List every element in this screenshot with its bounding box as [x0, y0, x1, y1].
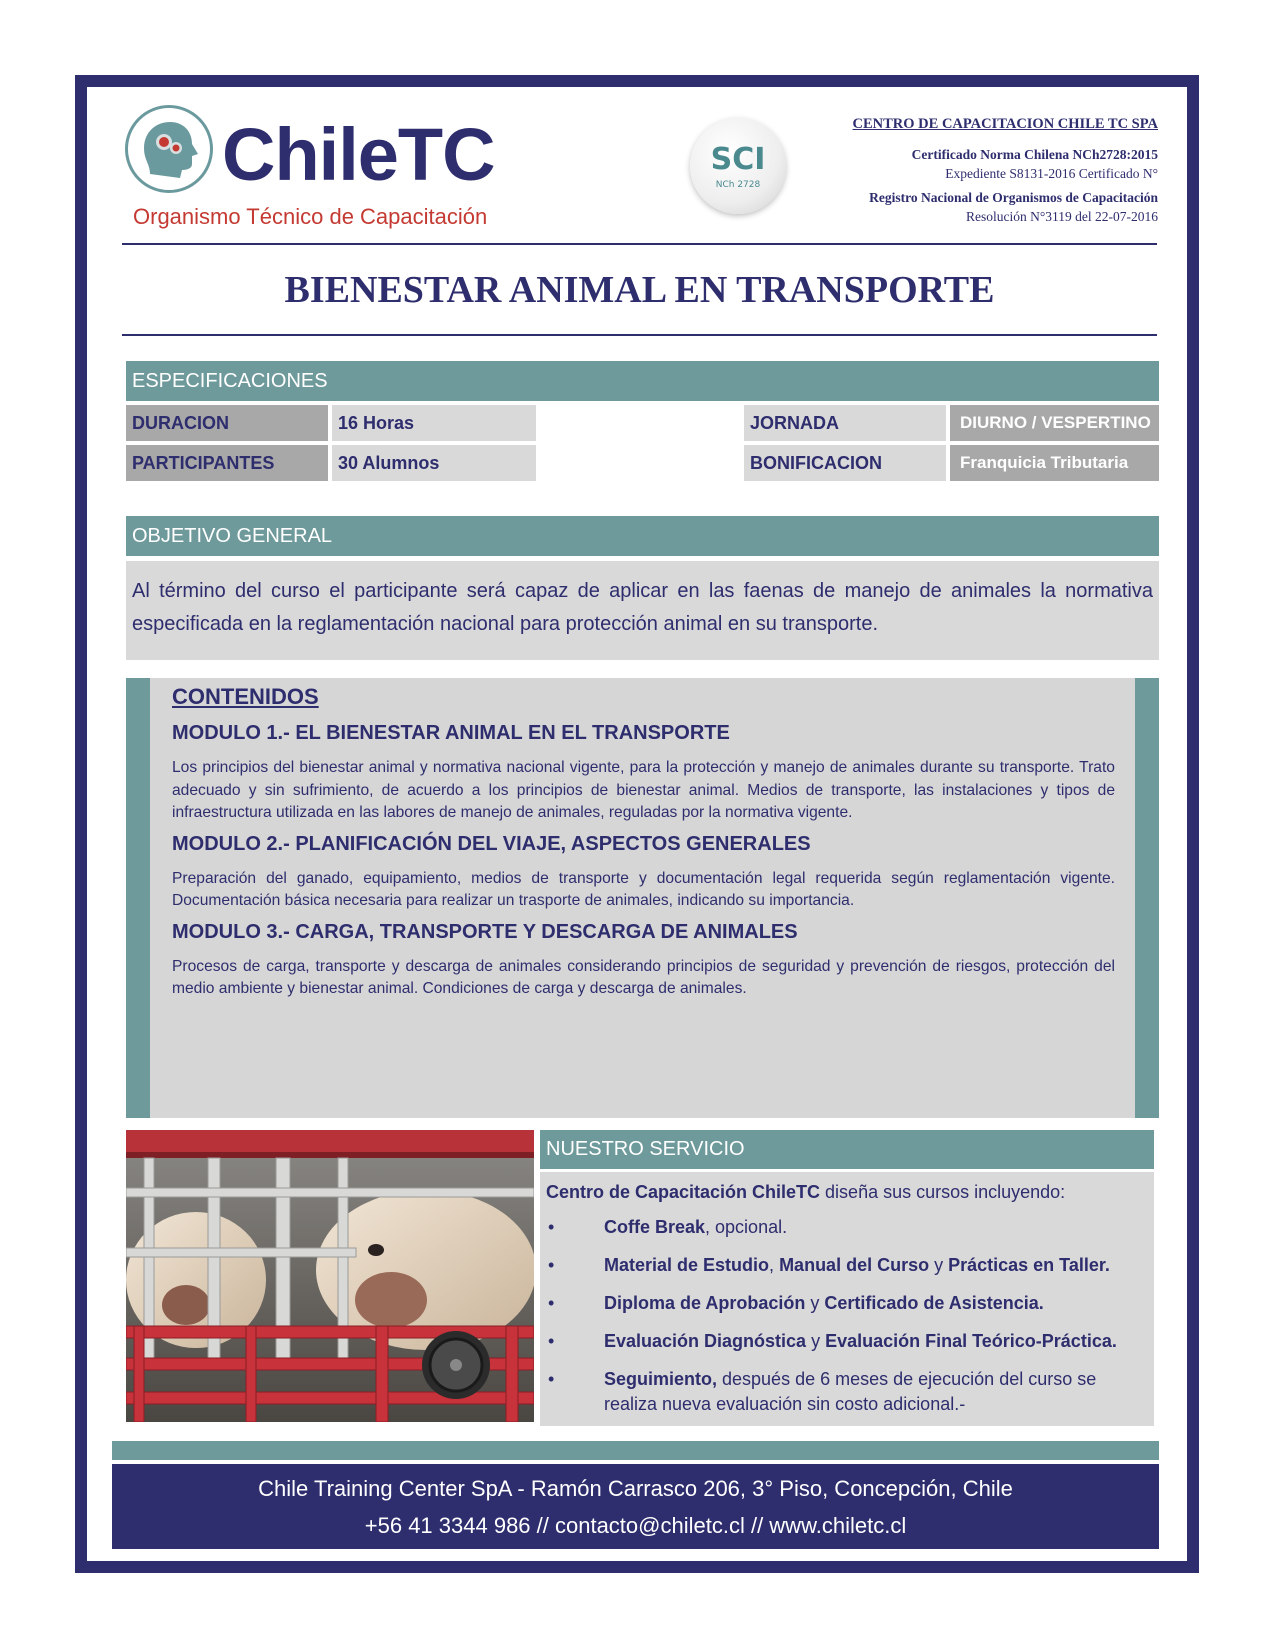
footer-address: Chile Training Center SpA - Ramón Carrasco 206, 3° Piso, Concepción, Chile — [258, 1476, 1013, 1501]
service-list-item: • Seguimiento, después de 6 meses de ejecución del curso se realiza nueva evaluación sin costo adicional.- — [548, 1369, 1097, 1414]
objetivo-text: Al término del curso el participante será capaz de aplicar en las faenas de manejo de animales la normativa especificada en la reglamentación nacional para protección animal en su transporte. — [126, 561, 1159, 660]
bullet-icon: • — [548, 1369, 555, 1389]
service-list-item: • Evaluación Diagnóstica y Evaluación Final Teórico-Práctica. — [546, 1329, 1148, 1354]
footer-contact: +56 41 3344 986 // contacto@chiletc.cl // www.chiletc.cl — [364, 1513, 907, 1538]
module-text: Preparación del ganado, equipamiento, medios de transporte y documentación legal requerida según reglamentación vigente. Documentación básica necesaria para realizar un trasporte de animales, indicando su importancia. — [172, 869, 1115, 909]
sci-badge-subtext: NCh 2728 — [715, 180, 761, 190]
bullet-icon: • — [548, 1293, 555, 1313]
module-title: MODULO 2.- PLANIFICACIÓN DEL VIAJE, ASPECTOS GENERALES — [172, 832, 811, 855]
servicio-panel — [540, 1172, 1154, 1426]
header-divider — [122, 243, 1157, 245]
page-title: BIENESTAR ANIMAL EN TRANSPORTE — [284, 269, 995, 311]
cattle-truck-photo — [126, 1130, 534, 1422]
sci-certification-badge — [690, 118, 786, 214]
footer-strip — [112, 1441, 1159, 1460]
bonificacion-label: BONIFICACION — [744, 445, 946, 481]
module-text: Procesos de carga, transporte y descarga de animales considerando principios de seguridad y prevención de riesgos, protección del medio ambiente y bienestar animal. Condiciones de carga y descarga de animales. — [172, 957, 1115, 997]
bullet-icon: • — [548, 1217, 555, 1237]
servicio-header: NUESTRO SERVICIO — [540, 1130, 1154, 1169]
objetivo-header: OBJETIVO GENERAL — [126, 516, 1159, 556]
bullet-icon: • — [548, 1331, 555, 1351]
resolucion-line: Resolución N°3119 del 22-07-2016 — [966, 209, 1158, 224]
contenidos-right-edge — [1135, 678, 1159, 1118]
duracion-label: DURACION — [126, 405, 328, 441]
module-text: Los principios del bienestar animal y normativa nacional vigente, para la protección y manejo de animales durante su transporte. Trato adecuado y sin sufrimiento, de acuerdo a los principios de bienestar animal. Medios de transporte, las instalaciones y tipos de infraestructura utilizada en las labores de manejo de animales, reguladas por la normativa vigente. — [172, 759, 1115, 821]
participantes-label: PARTICIPANTES — [126, 445, 328, 481]
cert-line: Certificado Norma Chilena NCh2728:2015 — [911, 147, 1158, 162]
servicio-intro: Centro de Capacitación ChileTC diseña sus cursos incluyendo: — [546, 1182, 1066, 1202]
module-title: MODULO 3.- CARGA, TRANSPORTE Y DESCARGA DE ANIMALES — [172, 920, 798, 943]
service-list-item: • Diploma de Aprobación y Certificado de Asistencia. — [546, 1291, 1148, 1316]
specs-header: ESPECIFICACIONES — [126, 361, 1159, 401]
service-list-item: • Material de Estudio, Manual del Curso y Prácticas en Taller. — [546, 1253, 1148, 1278]
service-list-item: • Coffe Break, opcional. — [546, 1215, 1148, 1240]
jornada-label: JORNADA — [744, 405, 946, 441]
logo-subtitle: Organismo Técnico de Capacitación — [133, 204, 488, 229]
jornada-value: DIURNO / VESPERTINO — [950, 405, 1159, 441]
footer — [112, 1464, 1159, 1549]
contenidos-content — [172, 684, 1115, 1009]
logo-head-icon — [125, 105, 213, 193]
expediente-line: Expediente S8131-2016 Certificado N° — [945, 166, 1158, 181]
contenidos-title: CONTENIDOS — [172, 684, 319, 709]
participantes-value: 30 Alumnos — [332, 445, 536, 481]
contenidos-left-edge — [126, 678, 150, 1118]
module-title: MODULO 1.- EL BIENESTAR ANIMAL EN EL TRANSPORTE — [172, 722, 730, 744]
bonificacion-value: Franquicia Tributaria — [950, 445, 1159, 481]
duracion-value: 16 Horas — [332, 405, 536, 441]
sci-badge-text: SCI — [710, 142, 766, 177]
registro-line: Registro Nacional de Organismos de Capacitación — [869, 190, 1158, 205]
org-name: CENTRO DE CAPACITACION CHILE TC SPA — [852, 116, 1158, 132]
bullet-icon: • — [548, 1255, 555, 1275]
logo-wordmark: ChileTC — [222, 113, 495, 196]
title-divider — [122, 334, 1157, 336]
